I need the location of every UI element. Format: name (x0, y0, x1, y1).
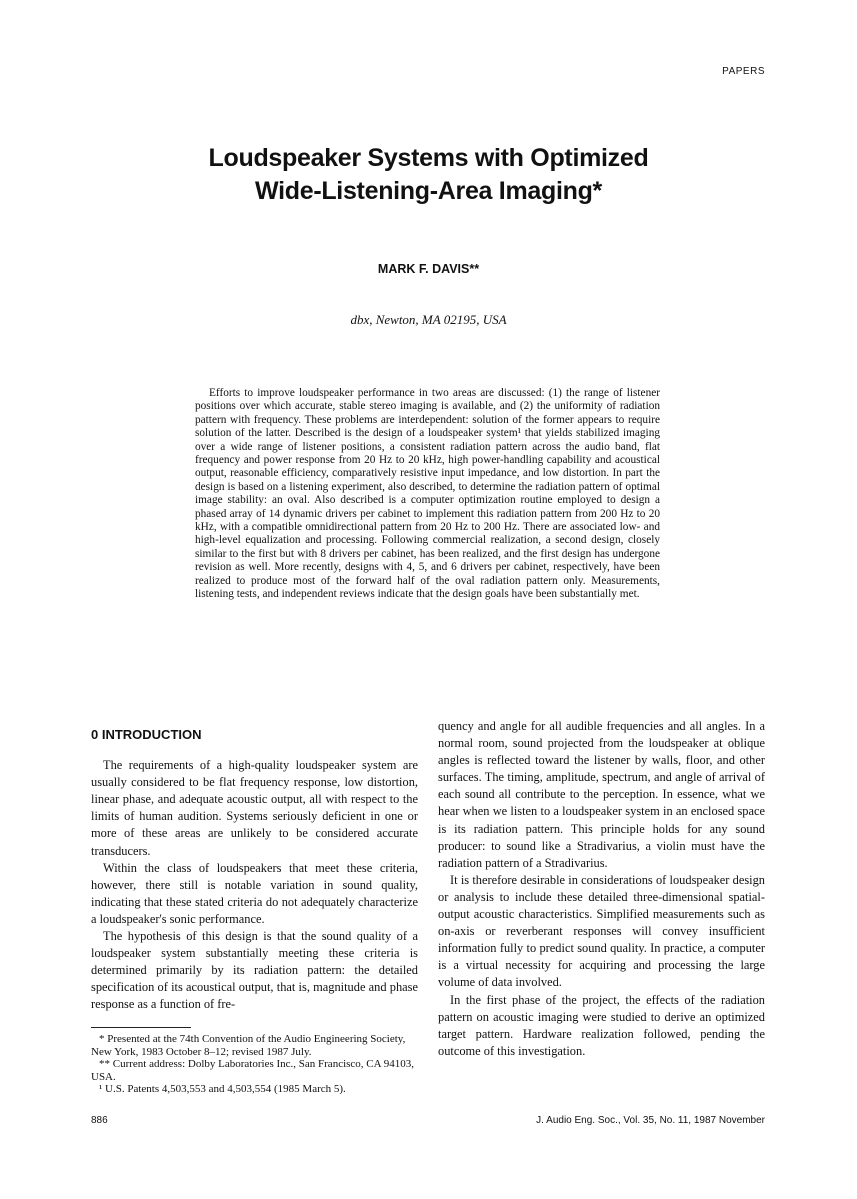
running-header: PAPERS (722, 66, 765, 77)
abstract: Efforts to improve loudspeaker performance in two areas are discussed: (1) the range of listener positions over which accurate, stable stereo imaging is available, and (2) the uniformity of radiation pattern with frequency. These problems are interdependent: solution of the former appears to require solution of the latter. Described is the design of a loudspeaker system¹ that yields stabilized imaging over a wide range of listener positions, a consistent radiation pattern across the audio band, flat frequency and power response from 20 Hz to 20 kHz, high power-handling capability and acoustical output, reasonable efficiency, comparatively resistive input impedance, and low distortion. In part the design is based on a listening experiment, also described, to determine the radiation pattern of optimal image stability: an oval. Also described is a computer optimization routine employed to design a phased array of 14 dynamic drivers per cabinet to implement this radiation pattern from 200 Hz to 20 kHz, with a compatible omnidirectional pattern from 20 Hz to 200 Hz. There are associated low- and high-level equalization and processing. Following commercial realization, a second design, closely similar to the first but with 8 drivers per cabinet, has been realized, and the first design has undergone revision as well. More recently, designs with 4, 5, and 6 drivers per cabinet, respectively, have been realized to produce most of the forward half of the oval radiation pattern only. Measurements, listening tests, and independent reviews indicate that the design goals have been substantially met. (195, 387, 660, 601)
footnote: ** Current address: Dolby Laboratories Inc., San Francisco, CA 94103, USA. (91, 1058, 414, 1083)
body-paragraph: The hypothesis of this design is that the sound quality of a loudspeaker system substantially meeting these criteria is determined primarily by its radiation pattern: the detailed specification of its acoustical output, that is, magnitude and phase response as a function of fre- (91, 929, 418, 1012)
body-paragraph: quency and angle for all audible frequencies and all angles. In a normal room, sound projected from the loudspeaker at oblique angles is reflected toward the listener by walls, floor, and other surfaces. The timing, amplitude, spectrum, and angle of arrival of each sound all contribute to the perception. In essence, what we hear when we listen to a loudspeaker system in an enclosed space is its radiation pattern. This principle holds for any sound producer: to sound like a Stradivarius, a violin must have the radiation pattern of a Stradivarius. (438, 719, 765, 870)
body-paragraph: It is therefore desirable in considerations of loudspeaker design or analysis to include these detailed three-dimensional spatial-output acoustic characteristics. Simplified measurements such as on-axis or reverberant responses will convey insufficient information fully to predict sound quality. In practice, a computer is a virtual necessity for acquiring and processing the large volume of data involved. (438, 872, 765, 990)
paper-title (0, 142, 857, 208)
title-line-1: Loudspeaker Systems with Optimized (208, 144, 649, 172)
footnotes (91, 1033, 418, 1096)
body-paragraph: The requirements of a high-quality loudspeaker system are usually considered to be flat frequency response, low distortion, linear phase, and adequate acoustic output, all with respect to the limits of human audition. Systems seriously deficient in one or more of these areas are unlikely to be considered accurate transducers. (91, 758, 418, 858)
author-name: MARK F. DAVIS** (377, 262, 480, 276)
title-line-2: Wide-Listening-Area Imaging* (255, 177, 602, 205)
body-paragraph: In the first phase of the project, the effects of the radiation pattern on acoustic imaging were studied to derive an optimized target pattern. Hardware realization followed, pending the outcome of this investigation. (438, 992, 765, 1058)
body-column-right (438, 718, 765, 1060)
footnote-divider (91, 1027, 191, 1028)
page-number: 886 (91, 1115, 108, 1126)
body-column-left (91, 718, 418, 1014)
footnote: ¹ U.S. Patents 4,503,553 and 4,503,554 (1985 March 5). (99, 1083, 346, 1096)
author-affiliation: dbx, Newton, MA 02195, USA (350, 312, 507, 327)
footnote: * Presented at the 74th Convention of the Audio Engineering Society, New York, 1983 October 8–12; revised 1987 July. (91, 1033, 406, 1058)
section-heading: 0 INTRODUCTION (91, 727, 202, 742)
body-paragraph: Within the class of loudspeakers that meet these criteria, however, there still is notable variation in sound quality, indicating that these stated criteria do not adequately characterize a loudspeaker's sonic performance. (91, 860, 418, 926)
journal-citation: J. Audio Eng. Soc., Vol. 35, No. 11, 1987 November (536, 1115, 765, 1126)
